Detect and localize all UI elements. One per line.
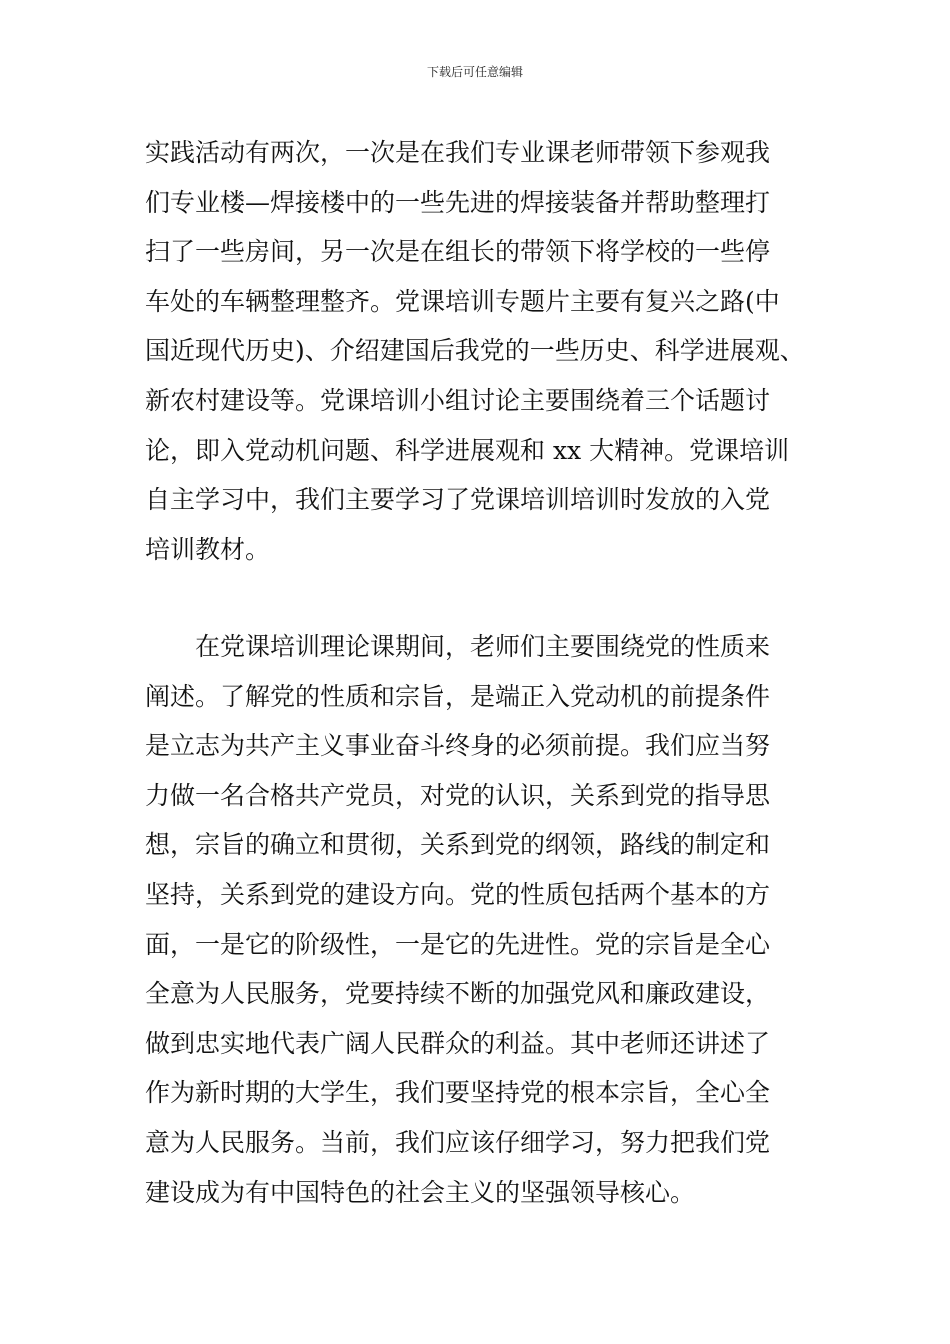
paragraph-1-line-6: 新农村建设等。党课培训小组讨论主要围绕着三个话题讨 bbox=[145, 385, 771, 415]
paragraph-2-line-11: 意为人民服务。当前，我们应该仔细学习，努力把我们党 bbox=[145, 1127, 771, 1157]
paragraph-2-line-3: 是立志为共产主义事业奋斗终身的必须前提。我们应当努 bbox=[145, 731, 771, 761]
paragraph-2 bbox=[145, 622, 815, 1217]
paragraph-1-line-1: 实践活动有两次，一次是在我们专业课老师带领下参观我 bbox=[145, 138, 771, 167]
paragraph-2-line-5: 想，宗旨的确立和贯彻，关系到党的纲领，路线的制定和 bbox=[145, 830, 771, 860]
page-header: 下载后可任意编辑 bbox=[426, 65, 523, 79]
paragraph-2-line-8: 全意为人民服务，党要持续不断的加强党风和廉政建设， bbox=[145, 979, 771, 1009]
paragraph-1-line-9: 培训教材。 bbox=[145, 534, 271, 564]
paragraph-1 bbox=[145, 128, 815, 574]
paragraph-2-line-9: 做到忠实地代表广阔人民群众的利益。其中老师还讲述了 bbox=[145, 1028, 771, 1058]
paragraph-1-line-7: 论，即入党动机问题、科学进展观和 xx 大精神。党课培训 bbox=[145, 435, 790, 465]
paragraph-2-line-7: 面，一是它的阶级性，一是它的先进性。党的宗旨是全心 bbox=[145, 929, 771, 959]
paragraph-2-line-2: 阐述。了解党的性质和宗旨，是端正入党动机的前提条件 bbox=[145, 681, 771, 711]
paragraph-2-line-6: 坚持，关系到党的建设方向。党的性质包括两个基本的方 bbox=[145, 879, 771, 909]
paragraph-2-line-12: 建设成为有中国特色的社会主义的坚强领导核心。 bbox=[145, 1177, 696, 1207]
paragraph-1-line-3: 扫了一些房间，另一次是在组长的带领下将学校的一些停 bbox=[145, 237, 771, 267]
paragraph-2-line-1: 在党课培训理论课期间，老师们主要围绕党的性质来 bbox=[145, 632, 771, 661]
paragraph-2-line-4: 力做一名合格共产党员，对党的认识，关系到党的指导思 bbox=[145, 780, 771, 810]
paragraph-1-line-5: 国近现代历史)、介绍建国后我党的一些历史、科学进展观、 bbox=[145, 336, 805, 366]
paragraph-1-line-8: 自主学习中，我们主要学习了党课培训培训时发放的入党 bbox=[145, 485, 771, 515]
paragraph-1-line-2: 们专业楼—焊接楼中的一些先进的焊接装备并帮助整理打 bbox=[145, 187, 771, 217]
paragraph-2-line-10: 作为新时期的大学生，我们要坚持党的根本宗旨，全心全 bbox=[145, 1078, 771, 1108]
paragraph-1-line-4: 车处的车辆整理整齐。党课培训专题片主要有复兴之路(中 bbox=[145, 286, 780, 316]
